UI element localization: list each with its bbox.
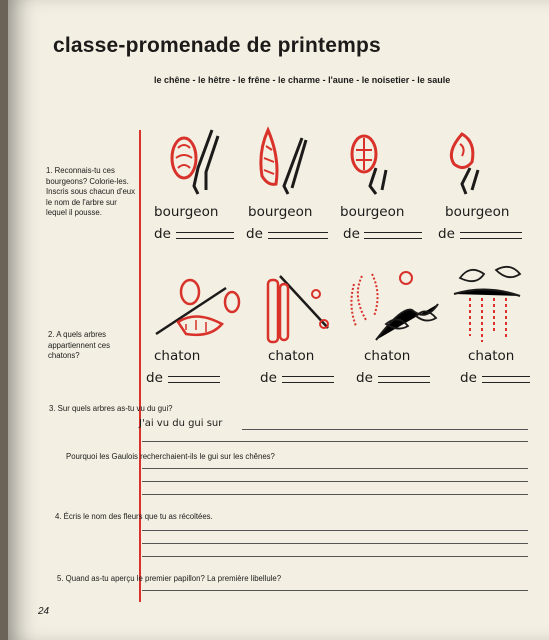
bourgeon-label-2: bourgeon [248, 204, 313, 220]
bourgeon-label-1: bourgeon [154, 204, 219, 220]
answer-line-q5-1[interactable] [142, 590, 528, 591]
bud-illustration-3 [346, 128, 406, 198]
answer-line-q3-2[interactable] [142, 441, 528, 442]
tree-list: le chêne - le hêtre - le frêne - le charme - l'aune - le noisetier - le saule [154, 75, 451, 85]
bourgeon-label-3: bourgeon [340, 204, 405, 220]
answer-line-q3b-3[interactable] [142, 494, 528, 495]
chaton-label-3: chaton [364, 348, 411, 364]
catkin-illustration-2 [262, 270, 336, 350]
answer-line-q4-2[interactable] [142, 543, 528, 544]
question-2: 2. A quels arbres appartiennent ces chatons? [48, 330, 110, 360]
chaton-label-2: chaton [268, 348, 315, 364]
answer-line-bud-4[interactable] [460, 232, 522, 239]
answer-line-catkin-3[interactable] [378, 376, 430, 383]
answer-line-q3-1[interactable] [242, 429, 528, 430]
answer-line-q4-1[interactable] [142, 530, 528, 531]
de-label-catkin-1: de [146, 370, 163, 386]
catkin-illustration-3 [346, 266, 444, 346]
chaton-label-4: chaton [468, 348, 515, 364]
page-title: classe-promenade de printemps [53, 34, 381, 57]
catkin-illustration-4 [450, 264, 528, 346]
q3-answer-start: J'ai vu du gui sur [139, 418, 223, 429]
answer-line-q3b-1[interactable] [142, 468, 528, 469]
bud-illustration-1 [168, 128, 228, 198]
margin-line [139, 130, 141, 602]
de-label-bud-3: de [343, 226, 360, 242]
de-label-catkin-2: de [260, 370, 277, 386]
answer-line-q4-3[interactable] [142, 556, 528, 557]
question-5: 5. Quand as-tu aperçu le premier papillon? La première libellule? [57, 574, 282, 583]
workbook-page [8, 0, 549, 640]
answer-line-q3b-2[interactable] [142, 481, 528, 482]
answer-line-catkin-1[interactable] [168, 376, 220, 383]
bud-illustration-4 [440, 128, 500, 198]
answer-line-catkin-4[interactable] [482, 376, 530, 383]
catkin-illustration-1 [156, 272, 246, 350]
answer-line-bud-2[interactable] [268, 232, 328, 239]
de-label-bud-4: de [438, 226, 455, 242]
question-3: 3. Sur quels arbres as-tu vu du gui? [49, 404, 173, 413]
answer-line-catkin-2[interactable] [282, 376, 334, 383]
de-label-catkin-3: de [356, 370, 373, 386]
answer-line-bud-3[interactable] [364, 232, 422, 239]
answer-line-bud-1[interactable] [176, 232, 234, 239]
question-1: 1. Reconnais-tu ces bourgeons? Colorie-les. Inscris sous chacun d'eux le nom de l'arbre sur lequel il pousse. [46, 166, 136, 217]
question-4: 4. Écris le nom des fleurs que tu as récoltées. [55, 512, 213, 521]
de-label-catkin-4: de [460, 370, 477, 386]
de-label-bud-1: de [154, 226, 171, 242]
bourgeon-label-4: bourgeon [445, 204, 510, 220]
question-3b: Pourquoi les Gaulois recherchaient-ils le gui sur les chênes? [66, 452, 275, 461]
chaton-label-1: chaton [154, 348, 201, 364]
page-number: 24 [38, 606, 50, 617]
de-label-bud-2: de [246, 226, 263, 242]
bud-illustration-2 [254, 128, 314, 198]
